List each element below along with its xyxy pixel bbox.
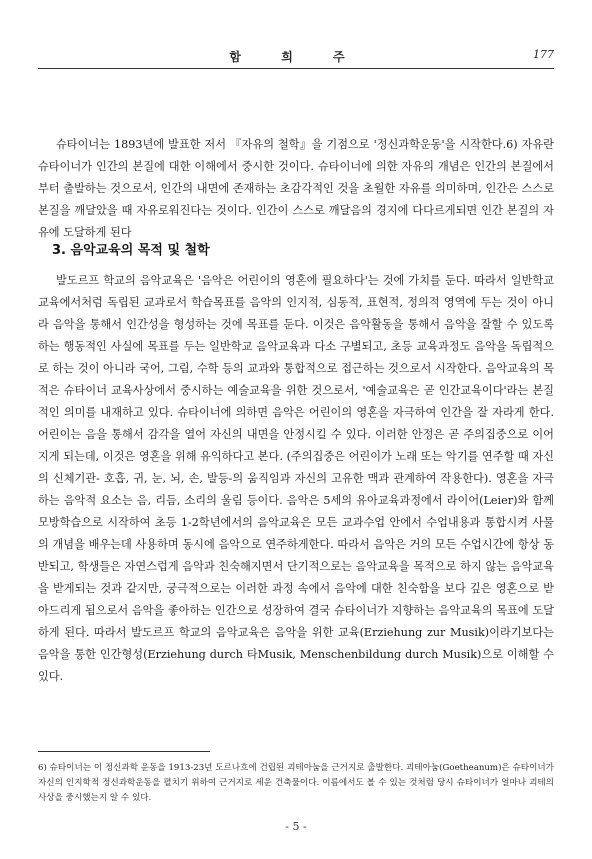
running-header bbox=[38, 48, 554, 72]
footnote: 6) 슈타이너는 이 정신과학 운동을 1913-23년 도르나흐에 건립된 괴테아눔을 근거지로 출발한다. 괴테아눔(Goetheanum)은 슈타이너가 자신의 인지학적 정신과학운동을 펼치기 위하여 근거지로 세운 건축물이다. 이름에서도 볼 수 있는 것처럼 당시 슈타이너가 얼마나 괴테의 사상을 중시했는지 알 수 있다. bbox=[38, 763, 554, 803]
section-heading: 3. 음악교육의 목적 및 철학 bbox=[52, 243, 210, 258]
page-footer-number: - 5 - bbox=[285, 820, 307, 833]
paragraph-music-education: 발도르프 학교의 음악교육은 '음악은 어린이의 영혼에 필요하다'는 것에 가치를 둔다. 따라서 일반학교 교육에서처럼 독립된 교과로서 학습목표를 음악의 인지적, 심동적, 표현적, 정의적 영역에 두는 것이 아니라 음악을 통해서 인간성을 형성하는 것에 목표를 둔다. 이것은 음악활동을 통해서 음악을 잘할 수 있도록 하는 행동적인 사실에 목표를 두는 일반학교 음악교육과 다소 구별되고, 초등 교육과정도 음악을 독립적으로 하는 것이 아니라 국어, 그림, 수학 등의 교과와 통합적으로 접근하는 것으로서 시작한다. 음악교육의 목적은 슈타이너 교육사상에서 중시하는 예술교육을 위한 것으로서, '예술교육은 곧 인간교육이다'라는 본질적인 의미를 내재하고 있다. 슈타이너에 의하면 음악은 어린이의 영혼을 자극하여 인간을 잘 자라게 한다. 어린이는 음을 통해서 감각을 열어 자신의 내면을 안정시킬 수 있다. 이러한 안정은 곧 주의집중으로 이어지게 되는데, 이것은 영혼을 위해 유익하다고 본다. (주의집중은 어린이가 노래 또는 악기를 연주할 때 자신의 신체기관- 호흡, 귀, 눈, 뇌, 손, 발등-의 움직임과 자신의 고유한 맥과 관계하여 작용한다). 영혼을 자극하는 음악적 요소는 음, 리듬, 소리의 울림 등이다. 음악은 5세의 유아교육과정에서 라이어(Leier)와 함께 모방학습으로 시작하여 초등 1-2학년에서의 음악교육은 모든 교과수업 안에서 수업내용과 통합시켜 사물의 개념을 배우는데 사용하며 동시에 음악으로 연주하게한다. 따라서 음악은 거의 모든 수업시간에 항상 동반되고, 학생들은 자연스럽게 음악과 친숙해지면서 단기적으로는 음악교육을 목적으로 하지 않는 음악교육을 받게되는 것과 같지만, 궁극적으로는 이러한 과정 속에서 음악에 대한 친숙함을 보다 깊은 영혼으로 받아드리게 됨으로서 음악을 좋아하는 인간으로 성장하여 결국 슈타이너가 지향하는 음악교육의 목표에 도달하게 된다. 따라서 발도르프 학교의 음악교육은 음악을 위한 교육(Erziehung zur Musik)이라기보다는 음악을 통한 인간형성(Erziehung durch 타Musik, Menschenbildung durch Musik)으로 이해할 수 있다. bbox=[38, 274, 554, 683]
paragraph-freedom: 슈타이너는 1893년에 발표한 저서 『자유의 철학』을 기점으로 '정신과학운동'을 시작한다.6) 자유란 슈타이너가 인간의 본질에 대한 이해에서 중시한 것이다. 슈타이너에 의한 자유의 개념은 인간의 본질에서부터 출발하는 것으로서, 인간의 내면에 존재하는 초감각적인 것을 초월한 자유를 의미하며, 인간은 스스로 본질을 깨달았을 때 자유로워진다는 것이다. 인간이 스스로 깨달음의 경지에 다다르게되면 인간 본질의 자유에 도달하게 된다 bbox=[38, 138, 554, 239]
header-page-number: 177 bbox=[533, 48, 554, 61]
footnote-rule bbox=[38, 751, 210, 752]
header-rule bbox=[38, 68, 554, 69]
header-author: 함 희 주 bbox=[229, 50, 363, 64]
